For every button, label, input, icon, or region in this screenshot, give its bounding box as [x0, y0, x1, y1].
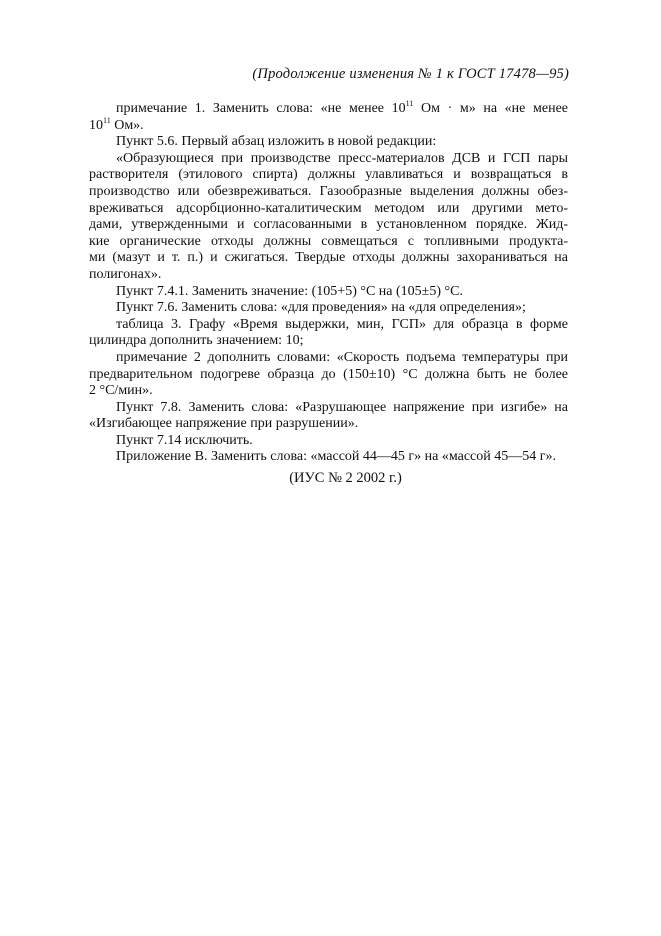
text-fragment: 10 [89, 117, 103, 133]
text-fragment: примечание 1. Заменить слова: «не менее 10 [116, 101, 406, 116]
superscript: 11 [405, 99, 414, 108]
text-line: Пункт 5.6. Первый абзац изложить в новой редакции: [116, 134, 437, 150]
text-fragment: Ом · м» на «не менее [413, 101, 568, 116]
text-line: Пункт 7.4.1. Заменить значение: (105+5) °С на (105±5) °С. [116, 283, 463, 299]
text-line: дами, утвержденными и согласованными в установленном порядке. Жид- [89, 217, 568, 233]
text-line: таблица 3. Графу «Время выдержки, мин, ГСП» для образца в форме [116, 316, 568, 332]
text-line: 2 °С/мин». [89, 383, 153, 399]
text-line: вреживаться адсорбционно-каталитическим методом или другими мето- [89, 200, 568, 216]
text-line: предварительном подогреве образца до (150±10) °С должна быть не более [89, 366, 568, 382]
document-body [89, 99, 568, 466]
text-line: ми (мазут и т. п.) и сжигаться. Твердые отходы должны захораниваться на [89, 250, 568, 266]
text-line [89, 115, 568, 135]
text-line: растворителя (этилового спирта) должны улавливаться и возвращаться в [89, 167, 568, 183]
text-line: «Изгибающее напряжение при разрушении». [89, 416, 359, 432]
text-fragment: Ом». [110, 117, 144, 133]
superscript: 11 [103, 115, 111, 125]
text-line: Приложение В. Заменить слова: «массой 44—45 г» на «массой 45—54 г». [116, 449, 556, 465]
text-line: производство или обезвреживаться. Газообразные выделения должны обез- [89, 183, 568, 199]
text-line [116, 101, 568, 118]
text-line: цилиндра дополнить значением: 10; [89, 333, 304, 349]
text-line: Пункт 7.8. Заменить слова: «Разрушающее напряжение при изгибе» на [116, 399, 568, 415]
text-line: Пункт 7.14 исключить. [116, 432, 253, 448]
text-line: кие органические отходы должны совмещаться с топливными продукта- [89, 233, 568, 249]
text-line: Пункт 7.6. Заменить слова: «для проведения» на «для определения»; [116, 300, 526, 316]
text-line: примечание 2 дополнить словами: «Скорость подъема температуры при [116, 349, 568, 365]
text-line: полигонах». [89, 266, 162, 282]
page-header: (Продолжение изменения № 1 к ГОСТ 17478—95) [252, 66, 569, 82]
text-line: «Образующиеся при производстве пресс-материалов ДСВ и ГСП пары [116, 150, 568, 166]
page-footer: (ИУС № 2 2002 г.) [289, 470, 402, 486]
